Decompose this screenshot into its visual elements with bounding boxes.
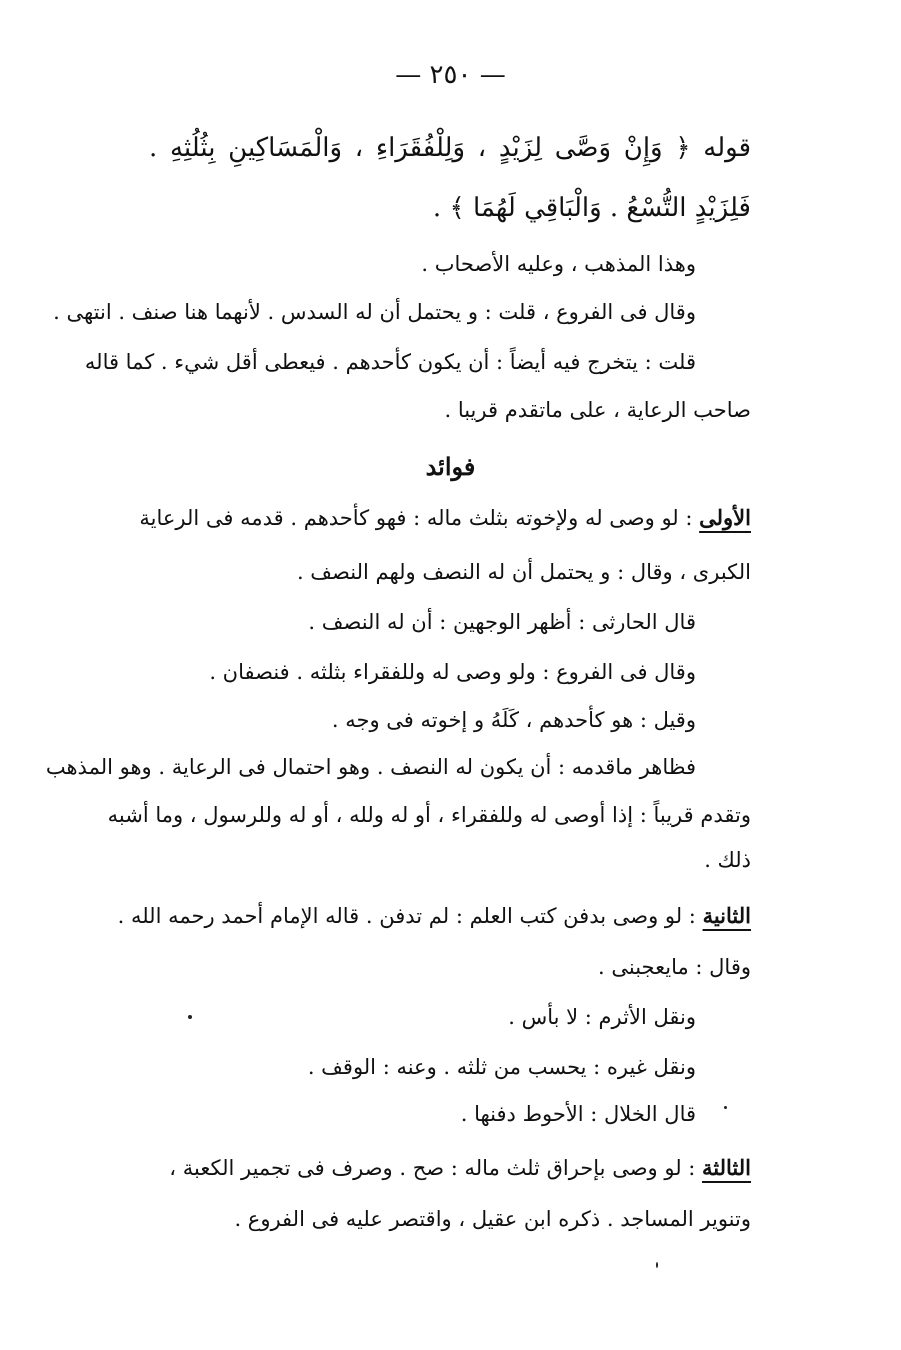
ink-speck [724,1106,727,1109]
quoted-text [149,118,751,238]
quote-lead: قوله [703,133,752,163]
paragraph-line: وتنوير المساجد . ذكره ابن عقيل ، واقتصر عليه فى الفروع . [234,1207,751,1231]
paragraph-line: وقال فى الفروع ، قلت : و يحتمل أن له السدس . لأنهما هنا صنف . انتهى . [53,300,696,324]
first-benefit-line [139,505,751,530]
second-benefit-text: : لو وصى بدفن كتب العلم : لم تدفن . قاله الإمام أحمد رحمه الله . [117,904,696,928]
paragraph-line: صاحب الرعاية ، على ماتقدم قريبا . [444,398,751,422]
section-heading: فوائد [425,452,476,481]
paragraph-line: وتقدم قريباً : إذا أوصى له وللفقراء ، أو له ولله ، أو له وللرسول ، وما أشبه [107,803,751,827]
first-benefit-text: : لو وصى له ولإخوته بثلث ماله : فهو كأحدهم . قدمه فى الرعاية [139,506,693,530]
quote-body: ﴿ وَإِنْ وَصَّى لِزَيْدٍ ، وَلِلْفُقَرَاءِ ، وَالْمَسَاكِينِ بِثُلُثِهِ . فَلِزَيْدٍ التُّسْعُ . وَالْبَاقِي لَهُمَا ﴾ . [149,133,751,223]
paragraph-line: وقال فى الفروع : ولو وصى له وللفقراء بثلثه . فنصفان . [209,660,696,684]
second-benefit-line [117,903,751,928]
paragraph-line: الكبرى ، وقال : و يحتمل أن له النصف ولهم النصف . [296,560,751,584]
first-benefit-label: الأولى [699,505,751,530]
third-benefit-line [149,1155,751,1180]
page-number: — ٢٥٠ — [395,60,506,90]
paragraph-line: قلت : يتخرج فيه أيضاً : أن يكون كأحدهم . فيعطى أقل شيء . كما قاله [84,350,696,374]
paragraph-line: فظاهر ماقدمه : أن يكون له النصف . وهو احتمال فى الرعاية . وهو المذهب [45,755,696,779]
paragraph-line: قال الخلال : الأحوط دفنها . [460,1102,696,1126]
second-benefit-label: الثانية [702,903,751,928]
paragraph-line: ونقل الأثرم : لا بأس . [508,1005,696,1029]
paragraph-line: ذلك . [704,848,751,872]
paragraph-line: قال الحارثى : أظهر الوجهين : أن له النصف . [308,610,696,634]
ink-speck [188,1015,192,1019]
ink-speck [656,1262,658,1268]
paragraph-line: وهذا المذهب ، وعليه الأصحاب . [421,252,696,276]
third-benefit-text: : لو وصى بإحراق ثلث ماله : صح . وصرف فى تجمير الكعبة ، [169,1156,696,1180]
paragraph-line: وقال : مايعجبنى . [598,955,751,979]
paragraph-line: ونقل غيره : يحسب من ثلثه . وعنه : الوقف . [307,1055,696,1079]
third-benefit-label: الثالثة [702,1155,751,1180]
paragraph-line: وقيل : هو كأحدهم ، كَلَهُ و إخوته فى وجه . [331,708,696,732]
